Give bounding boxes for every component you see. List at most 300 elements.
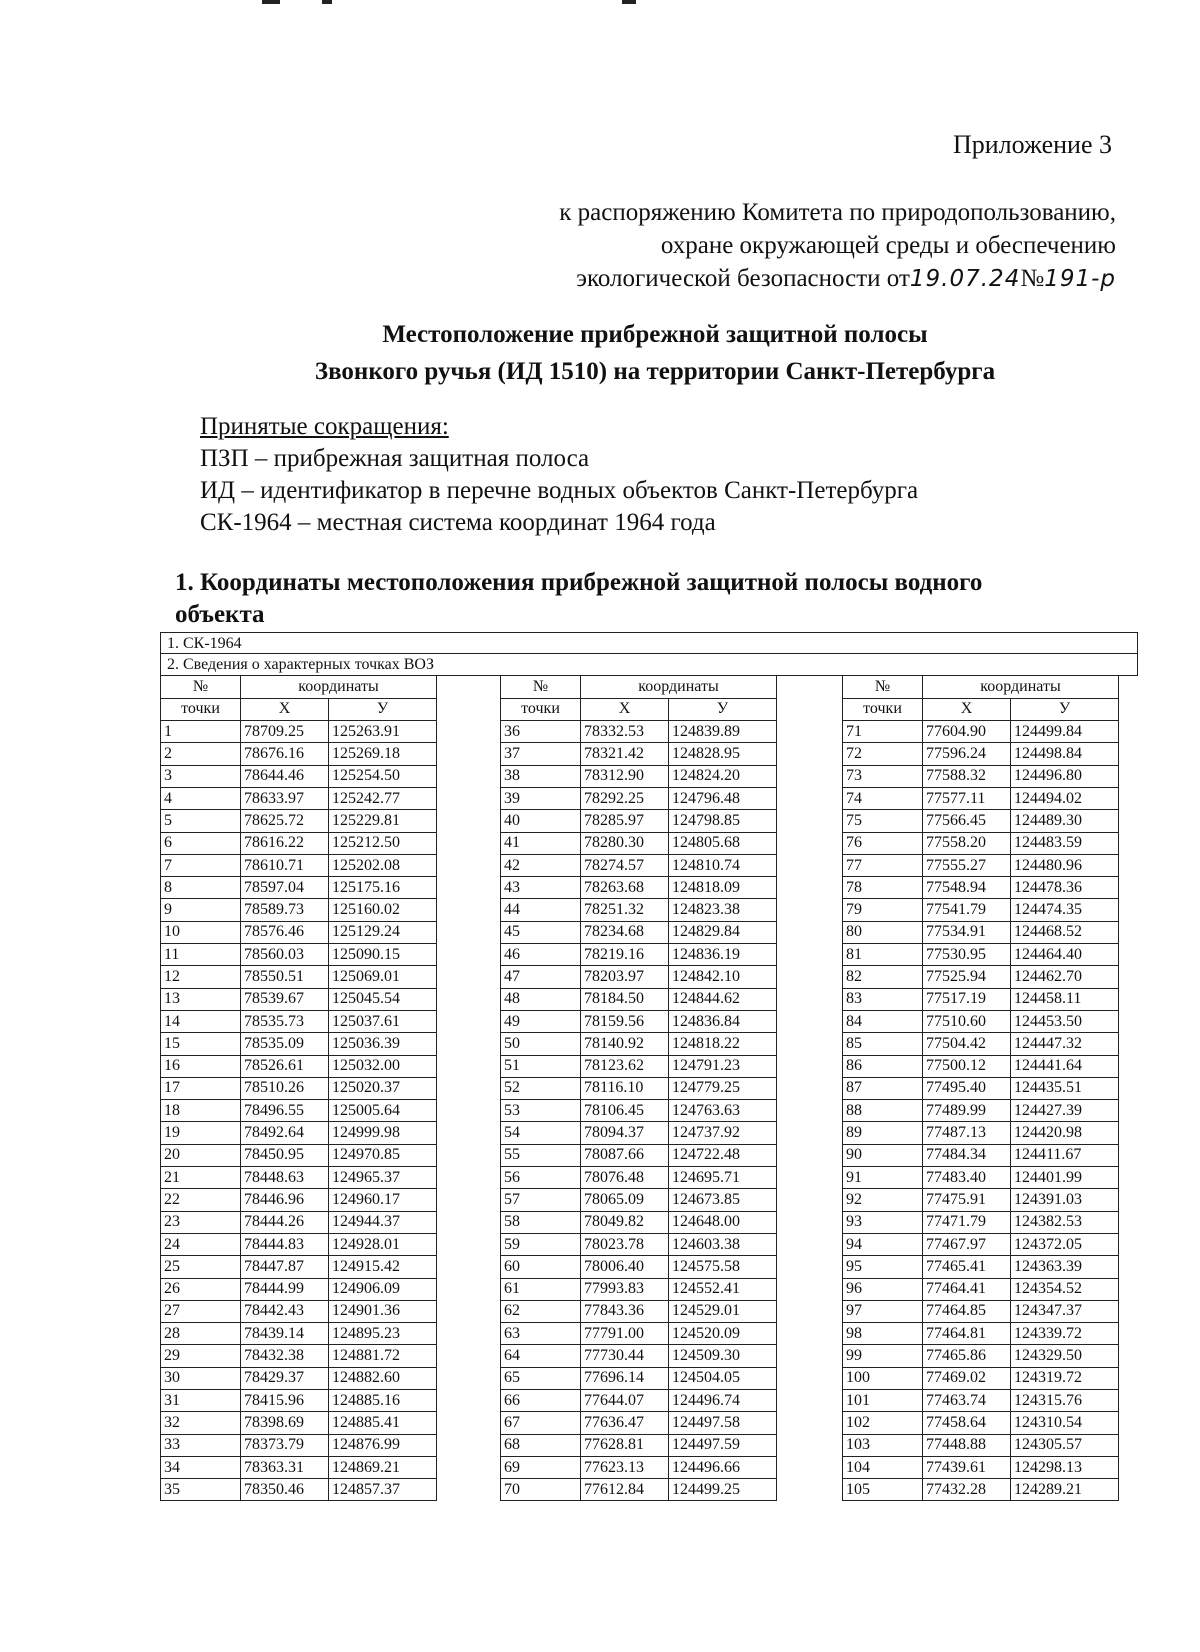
y-coordinate-cell: 124305.57	[1011, 1434, 1119, 1456]
y-coordinate-cell: 124836.84	[669, 1010, 777, 1032]
y-coordinate-cell: 124382.53	[1011, 1211, 1119, 1233]
y-coordinate-cell: 124810.74	[669, 854, 777, 876]
point-number-cell: 17	[161, 1077, 241, 1099]
table-row	[161, 1055, 437, 1077]
point-number-cell: 60	[501, 1256, 581, 1278]
column-header-coordinates: координаты	[923, 676, 1119, 698]
y-coordinate-cell: 124315.76	[1011, 1390, 1119, 1412]
point-number-cell: 83	[843, 988, 923, 1010]
coordinates-block-table	[842, 676, 1119, 1501]
x-coordinate-cell: 78492.64	[241, 1122, 329, 1144]
point-number-cell: 31	[161, 1390, 241, 1412]
x-coordinate-cell: 78432.38	[241, 1345, 329, 1367]
table-row	[161, 1010, 437, 1032]
y-coordinate-cell: 124310.54	[1011, 1412, 1119, 1434]
x-coordinate-cell: 78415.96	[241, 1390, 329, 1412]
x-coordinate-cell: 78447.87	[241, 1256, 329, 1278]
table-row	[843, 1144, 1119, 1166]
table-row	[843, 899, 1119, 921]
point-number-cell: 53	[501, 1100, 581, 1122]
table-row	[843, 832, 1119, 854]
x-coordinate-cell: 78373.79	[241, 1434, 329, 1456]
table-row	[161, 944, 437, 966]
table-row	[501, 1256, 777, 1278]
y-coordinate-cell: 124965.37	[329, 1167, 437, 1189]
point-number-cell: 87	[843, 1077, 923, 1099]
y-coordinate-cell: 124779.25	[669, 1077, 777, 1099]
table-header-points: 2. Сведения о характерных точках ВОЗ	[160, 654, 1138, 676]
point-number-cell: 22	[161, 1189, 241, 1211]
x-coordinate-cell: 78535.73	[241, 1010, 329, 1032]
y-coordinate-cell: 124289.21	[1011, 1479, 1119, 1501]
abbreviation-item: ПЗП – прибрежная защитная полоса	[200, 445, 590, 472]
abbreviations-block	[200, 411, 918, 539]
x-coordinate-cell: 78140.92	[581, 1033, 669, 1055]
x-coordinate-cell: 78332.53	[581, 721, 669, 743]
x-coordinate-cell: 78560.03	[241, 944, 329, 966]
point-number-cell: 32	[161, 1412, 241, 1434]
point-number-cell: 36	[501, 721, 581, 743]
point-number-cell: 28	[161, 1323, 241, 1345]
column-header-number: №	[501, 676, 581, 698]
point-number-cell: 10	[161, 921, 241, 943]
x-coordinate-cell: 77465.86	[923, 1345, 1011, 1367]
table-row	[161, 1211, 437, 1233]
x-coordinate-cell: 77596.24	[923, 743, 1011, 765]
x-coordinate-cell: 77555.27	[923, 854, 1011, 876]
table-row	[161, 1233, 437, 1255]
y-coordinate-cell: 125090.15	[329, 944, 437, 966]
table-row	[161, 1189, 437, 1211]
y-coordinate-cell: 124901.36	[329, 1300, 437, 1322]
y-coordinate-cell: 124823.38	[669, 899, 777, 921]
table-row	[843, 787, 1119, 809]
table-row	[843, 1456, 1119, 1478]
point-number-cell: 93	[843, 1211, 923, 1233]
x-coordinate-cell: 78251.32	[581, 899, 669, 921]
x-coordinate-cell: 77566.45	[923, 810, 1011, 832]
table-row	[843, 1010, 1119, 1032]
y-coordinate-cell: 124497.58	[669, 1412, 777, 1434]
x-coordinate-cell: 78446.96	[241, 1189, 329, 1211]
x-coordinate-cell: 78321.42	[581, 743, 669, 765]
y-coordinate-cell: 124458.11	[1011, 988, 1119, 1010]
y-coordinate-cell: 124529.01	[669, 1300, 777, 1322]
point-number-cell: 61	[501, 1278, 581, 1300]
point-number-cell: 14	[161, 1010, 241, 1032]
y-coordinate-cell: 124474.35	[1011, 899, 1119, 921]
x-coordinate-cell: 78550.51	[241, 966, 329, 988]
table-row	[501, 877, 777, 899]
point-number-cell: 73	[843, 765, 923, 787]
table-row	[843, 944, 1119, 966]
appendix-line-1: к распоряжению Комитета по природопользованию,	[559, 199, 1116, 226]
point-number-cell: 18	[161, 1100, 241, 1122]
scan-top-smudge	[262, 0, 642, 4]
point-number-cell: 23	[161, 1211, 241, 1233]
point-number-cell: 84	[843, 1010, 923, 1032]
table-row	[501, 1077, 777, 1099]
x-coordinate-cell: 78123.62	[581, 1055, 669, 1077]
x-coordinate-cell: 77475.91	[923, 1189, 1011, 1211]
x-coordinate-cell: 78450.95	[241, 1144, 329, 1166]
point-number-cell: 2	[161, 743, 241, 765]
point-number-cell: 63	[501, 1323, 581, 1345]
table-row	[501, 1144, 777, 1166]
x-coordinate-cell: 77558.20	[923, 832, 1011, 854]
x-coordinate-cell: 77530.95	[923, 944, 1011, 966]
y-coordinate-cell: 125212.50	[329, 832, 437, 854]
y-coordinate-cell: 124401.99	[1011, 1167, 1119, 1189]
table-row	[501, 1189, 777, 1211]
x-coordinate-cell: 78087.66	[581, 1144, 669, 1166]
point-number-cell: 45	[501, 921, 581, 943]
x-coordinate-cell: 77469.02	[923, 1367, 1011, 1389]
point-number-cell: 11	[161, 944, 241, 966]
y-coordinate-cell: 124960.17	[329, 1189, 437, 1211]
document-title	[0, 316, 1200, 390]
x-coordinate-cell: 78280.30	[581, 832, 669, 854]
y-coordinate-cell: 124763.63	[669, 1100, 777, 1122]
x-coordinate-cell: 78444.26	[241, 1211, 329, 1233]
x-coordinate-cell: 77458.64	[923, 1412, 1011, 1434]
y-coordinate-cell: 124499.25	[669, 1479, 777, 1501]
table-row	[843, 1256, 1119, 1278]
table-row	[161, 787, 437, 809]
table-row	[843, 1278, 1119, 1300]
y-coordinate-cell: 125254.50	[329, 765, 437, 787]
point-number-cell: 46	[501, 944, 581, 966]
table-row	[843, 1233, 1119, 1255]
column-header-x: Х	[923, 698, 1011, 720]
y-coordinate-cell: 124673.85	[669, 1189, 777, 1211]
x-coordinate-cell: 77464.41	[923, 1278, 1011, 1300]
x-coordinate-cell: 78496.55	[241, 1100, 329, 1122]
y-coordinate-cell: 124885.16	[329, 1390, 437, 1412]
y-coordinate-cell: 124363.39	[1011, 1256, 1119, 1278]
point-number-cell: 58	[501, 1211, 581, 1233]
table-row	[843, 1300, 1119, 1322]
point-number-cell: 20	[161, 1144, 241, 1166]
point-number-cell: 30	[161, 1367, 241, 1389]
table-row	[843, 1390, 1119, 1412]
x-coordinate-cell: 78065.09	[581, 1189, 669, 1211]
point-number-cell: 56	[501, 1167, 581, 1189]
y-coordinate-cell: 125202.08	[329, 854, 437, 876]
abbreviation-item: СК-1964 – местная система координат 1964 года	[200, 509, 716, 536]
y-coordinate-cell: 124339.72	[1011, 1323, 1119, 1345]
table-row	[501, 1300, 777, 1322]
x-coordinate-cell: 78312.90	[581, 765, 669, 787]
point-number-cell: 77	[843, 854, 923, 876]
point-number-cell: 78	[843, 877, 923, 899]
coordinates-block	[842, 676, 1119, 1501]
y-coordinate-cell: 124520.09	[669, 1323, 777, 1345]
table-row	[501, 1100, 777, 1122]
y-coordinate-cell: 124329.50	[1011, 1345, 1119, 1367]
y-coordinate-cell: 124496.74	[669, 1390, 777, 1412]
table-row	[843, 765, 1119, 787]
table-row	[501, 765, 777, 787]
table-row	[843, 921, 1119, 943]
table-row	[843, 1077, 1119, 1099]
y-coordinate-cell: 124478.36	[1011, 877, 1119, 899]
y-coordinate-cell: 124928.01	[329, 1233, 437, 1255]
y-coordinate-cell: 125036.39	[329, 1033, 437, 1055]
table-row	[161, 966, 437, 988]
point-number-cell: 86	[843, 1055, 923, 1077]
table-row	[843, 1434, 1119, 1456]
table-row	[161, 1033, 437, 1055]
table-row	[161, 743, 437, 765]
table-row	[161, 1479, 437, 1501]
x-coordinate-cell: 78184.50	[581, 988, 669, 1010]
table-row	[843, 1479, 1119, 1501]
x-coordinate-cell: 77696.14	[581, 1367, 669, 1389]
table-row	[843, 743, 1119, 765]
table-row	[501, 832, 777, 854]
x-coordinate-cell: 77993.83	[581, 1278, 669, 1300]
table-row	[161, 854, 437, 876]
x-coordinate-cell: 78263.68	[581, 877, 669, 899]
x-coordinate-cell: 77484.34	[923, 1144, 1011, 1166]
y-coordinate-cell: 124836.19	[669, 944, 777, 966]
y-coordinate-cell: 124552.41	[669, 1278, 777, 1300]
y-coordinate-cell: 124796.48	[669, 787, 777, 809]
point-number-cell: 19	[161, 1122, 241, 1144]
table-row	[501, 1233, 777, 1255]
y-coordinate-cell: 125269.18	[329, 743, 437, 765]
table-row	[161, 1434, 437, 1456]
x-coordinate-cell: 78589.73	[241, 899, 329, 921]
x-coordinate-cell: 78006.40	[581, 1256, 669, 1278]
point-number-cell: 44	[501, 899, 581, 921]
point-number-cell: 16	[161, 1055, 241, 1077]
table-row	[161, 721, 437, 743]
y-coordinate-cell: 124347.37	[1011, 1300, 1119, 1322]
table-row	[501, 1479, 777, 1501]
x-coordinate-cell: 78610.71	[241, 854, 329, 876]
point-number-cell: 70	[501, 1479, 581, 1501]
table-row	[843, 721, 1119, 743]
point-number-cell: 96	[843, 1278, 923, 1300]
point-number-cell: 95	[843, 1256, 923, 1278]
x-coordinate-cell: 77489.99	[923, 1100, 1011, 1122]
x-coordinate-cell: 78616.22	[241, 832, 329, 854]
table-row	[501, 899, 777, 921]
point-number-cell: 27	[161, 1300, 241, 1322]
x-coordinate-cell: 77541.79	[923, 899, 1011, 921]
y-coordinate-cell: 124427.39	[1011, 1100, 1119, 1122]
point-number-cell: 75	[843, 810, 923, 832]
x-coordinate-cell: 78159.56	[581, 1010, 669, 1032]
x-coordinate-cell: 78049.82	[581, 1211, 669, 1233]
x-coordinate-cell: 77495.40	[923, 1077, 1011, 1099]
table-row	[161, 765, 437, 787]
column-header-x: Х	[581, 698, 669, 720]
y-coordinate-cell: 124298.13	[1011, 1456, 1119, 1478]
table-row	[161, 1167, 437, 1189]
point-number-cell: 50	[501, 1033, 581, 1055]
y-coordinate-cell: 124857.37	[329, 1479, 437, 1501]
point-number-cell: 101	[843, 1390, 923, 1412]
table-row	[161, 1300, 437, 1322]
y-coordinate-cell: 125229.81	[329, 810, 437, 832]
table-row	[161, 1456, 437, 1478]
y-coordinate-cell: 124737.92	[669, 1122, 777, 1144]
table-row	[161, 988, 437, 1010]
y-coordinate-cell: 124648.00	[669, 1211, 777, 1233]
y-coordinate-cell: 124695.71	[669, 1167, 777, 1189]
x-coordinate-cell: 77534.91	[923, 921, 1011, 943]
y-coordinate-cell: 124504.05	[669, 1367, 777, 1389]
x-coordinate-cell: 77500.12	[923, 1055, 1011, 1077]
x-coordinate-cell: 77465.41	[923, 1256, 1011, 1278]
x-coordinate-cell: 78106.45	[581, 1100, 669, 1122]
x-coordinate-cell: 77464.81	[923, 1323, 1011, 1345]
table-row	[843, 1345, 1119, 1367]
y-coordinate-cell: 124509.30	[669, 1345, 777, 1367]
point-number-cell: 26	[161, 1278, 241, 1300]
x-coordinate-cell: 78444.99	[241, 1278, 329, 1300]
y-coordinate-cell: 124842.10	[669, 966, 777, 988]
x-coordinate-cell: 77623.13	[581, 1456, 669, 1478]
y-coordinate-cell: 124575.58	[669, 1256, 777, 1278]
y-coordinate-cell: 124468.52	[1011, 921, 1119, 943]
y-coordinate-cell: 124496.66	[669, 1456, 777, 1478]
table-row	[161, 1077, 437, 1099]
point-number-cell: 41	[501, 832, 581, 854]
point-number-cell: 1	[161, 721, 241, 743]
x-coordinate-cell: 78510.26	[241, 1077, 329, 1099]
point-number-cell: 7	[161, 854, 241, 876]
table-row	[843, 854, 1119, 876]
point-number-cell: 62	[501, 1300, 581, 1322]
y-coordinate-cell: 124497.59	[669, 1434, 777, 1456]
table-row	[501, 1122, 777, 1144]
table-row	[501, 1167, 777, 1189]
y-coordinate-cell: 125032.00	[329, 1055, 437, 1077]
point-number-cell: 12	[161, 966, 241, 988]
y-coordinate-cell: 125175.16	[329, 877, 437, 899]
point-number-cell: 13	[161, 988, 241, 1010]
point-number-cell: 76	[843, 832, 923, 854]
table-row	[843, 966, 1119, 988]
x-coordinate-cell: 77448.88	[923, 1434, 1011, 1456]
x-coordinate-cell: 77471.79	[923, 1211, 1011, 1233]
table-row	[161, 1345, 437, 1367]
y-coordinate-cell: 124499.84	[1011, 721, 1119, 743]
abbreviation-item: ИД – идентификатор в перечне водных объектов Санкт-Петербурга	[200, 477, 919, 504]
y-coordinate-cell: 124895.23	[329, 1323, 437, 1345]
y-coordinate-cell: 124881.72	[329, 1345, 437, 1367]
table-row	[843, 1033, 1119, 1055]
point-number-cell: 6	[161, 832, 241, 854]
coordinates-block-table	[500, 676, 777, 1501]
x-coordinate-cell: 77504.42	[923, 1033, 1011, 1055]
x-coordinate-cell: 78363.31	[241, 1456, 329, 1478]
x-coordinate-cell: 78274.57	[581, 854, 669, 876]
appendix-line-3-text: экологической безопасности от	[576, 265, 910, 292]
x-coordinate-cell: 77464.85	[923, 1300, 1011, 1322]
table-row	[501, 1055, 777, 1077]
coordinates-block	[500, 676, 777, 1501]
y-coordinate-cell: 124876.99	[329, 1434, 437, 1456]
table-row	[501, 1211, 777, 1233]
y-coordinate-cell: 125263.91	[329, 721, 437, 743]
x-coordinate-cell: 78535.09	[241, 1033, 329, 1055]
coordinates-block-table	[160, 676, 437, 1501]
y-coordinate-cell: 124420.98	[1011, 1122, 1119, 1144]
table-row	[501, 743, 777, 765]
table-row	[843, 1055, 1119, 1077]
section-title-line-1: 1. Координаты местоположения прибрежной защитной полосы водного	[175, 569, 983, 596]
y-coordinate-cell: 124319.72	[1011, 1367, 1119, 1389]
x-coordinate-cell: 78398.69	[241, 1412, 329, 1434]
point-number-cell: 69	[501, 1456, 581, 1478]
table-row	[161, 1256, 437, 1278]
y-coordinate-cell: 124970.85	[329, 1144, 437, 1166]
point-number-cell: 79	[843, 899, 923, 921]
y-coordinate-cell: 124915.42	[329, 1256, 437, 1278]
table-row	[843, 1100, 1119, 1122]
point-number-cell: 39	[501, 787, 581, 809]
table-row	[501, 1278, 777, 1300]
table-row	[843, 810, 1119, 832]
x-coordinate-cell: 78526.61	[241, 1055, 329, 1077]
x-coordinate-cell: 77612.84	[581, 1479, 669, 1501]
column-header-x: Х	[241, 698, 329, 720]
point-number-cell: 57	[501, 1189, 581, 1211]
x-coordinate-cell: 77439.61	[923, 1456, 1011, 1478]
x-coordinate-cell: 78633.97	[241, 787, 329, 809]
x-coordinate-cell: 78076.48	[581, 1167, 669, 1189]
table-row	[161, 1100, 437, 1122]
point-number-cell: 3	[161, 765, 241, 787]
x-coordinate-cell: 78429.37	[241, 1367, 329, 1389]
table-row	[843, 877, 1119, 899]
y-coordinate-cell: 124483.59	[1011, 832, 1119, 854]
x-coordinate-cell: 77525.94	[923, 966, 1011, 988]
point-number-cell: 64	[501, 1345, 581, 1367]
point-number-cell: 42	[501, 854, 581, 876]
point-number-cell: 29	[161, 1345, 241, 1367]
document-title-line-1: Местоположение прибрежной защитной полосы	[382, 321, 928, 348]
x-coordinate-cell: 78539.67	[241, 988, 329, 1010]
point-number-cell: 49	[501, 1010, 581, 1032]
y-coordinate-cell: 125129.24	[329, 921, 437, 943]
y-coordinate-cell: 124603.38	[669, 1233, 777, 1255]
point-number-cell: 71	[843, 721, 923, 743]
column-header-point: точки	[501, 698, 581, 720]
table-row	[161, 1367, 437, 1389]
x-coordinate-cell: 78219.16	[581, 944, 669, 966]
x-coordinate-cell: 78350.46	[241, 1479, 329, 1501]
coordinates-table	[160, 632, 1138, 1536]
y-coordinate-cell: 124447.32	[1011, 1033, 1119, 1055]
y-coordinate-cell: 124885.41	[329, 1412, 437, 1434]
table-blocks	[160, 676, 1138, 1536]
table-row	[161, 1412, 437, 1434]
y-coordinate-cell: 124869.21	[329, 1456, 437, 1478]
x-coordinate-cell: 78023.78	[581, 1233, 669, 1255]
table-row	[501, 787, 777, 809]
y-coordinate-cell: 124805.68	[669, 832, 777, 854]
column-header-coordinates: координаты	[241, 676, 437, 698]
y-coordinate-cell: 124722.48	[669, 1144, 777, 1166]
document-title-line-2: Звонкого ручья (ИД 1510) на территории Санкт-Петербурга	[314, 358, 996, 385]
x-coordinate-cell: 78439.14	[241, 1323, 329, 1345]
